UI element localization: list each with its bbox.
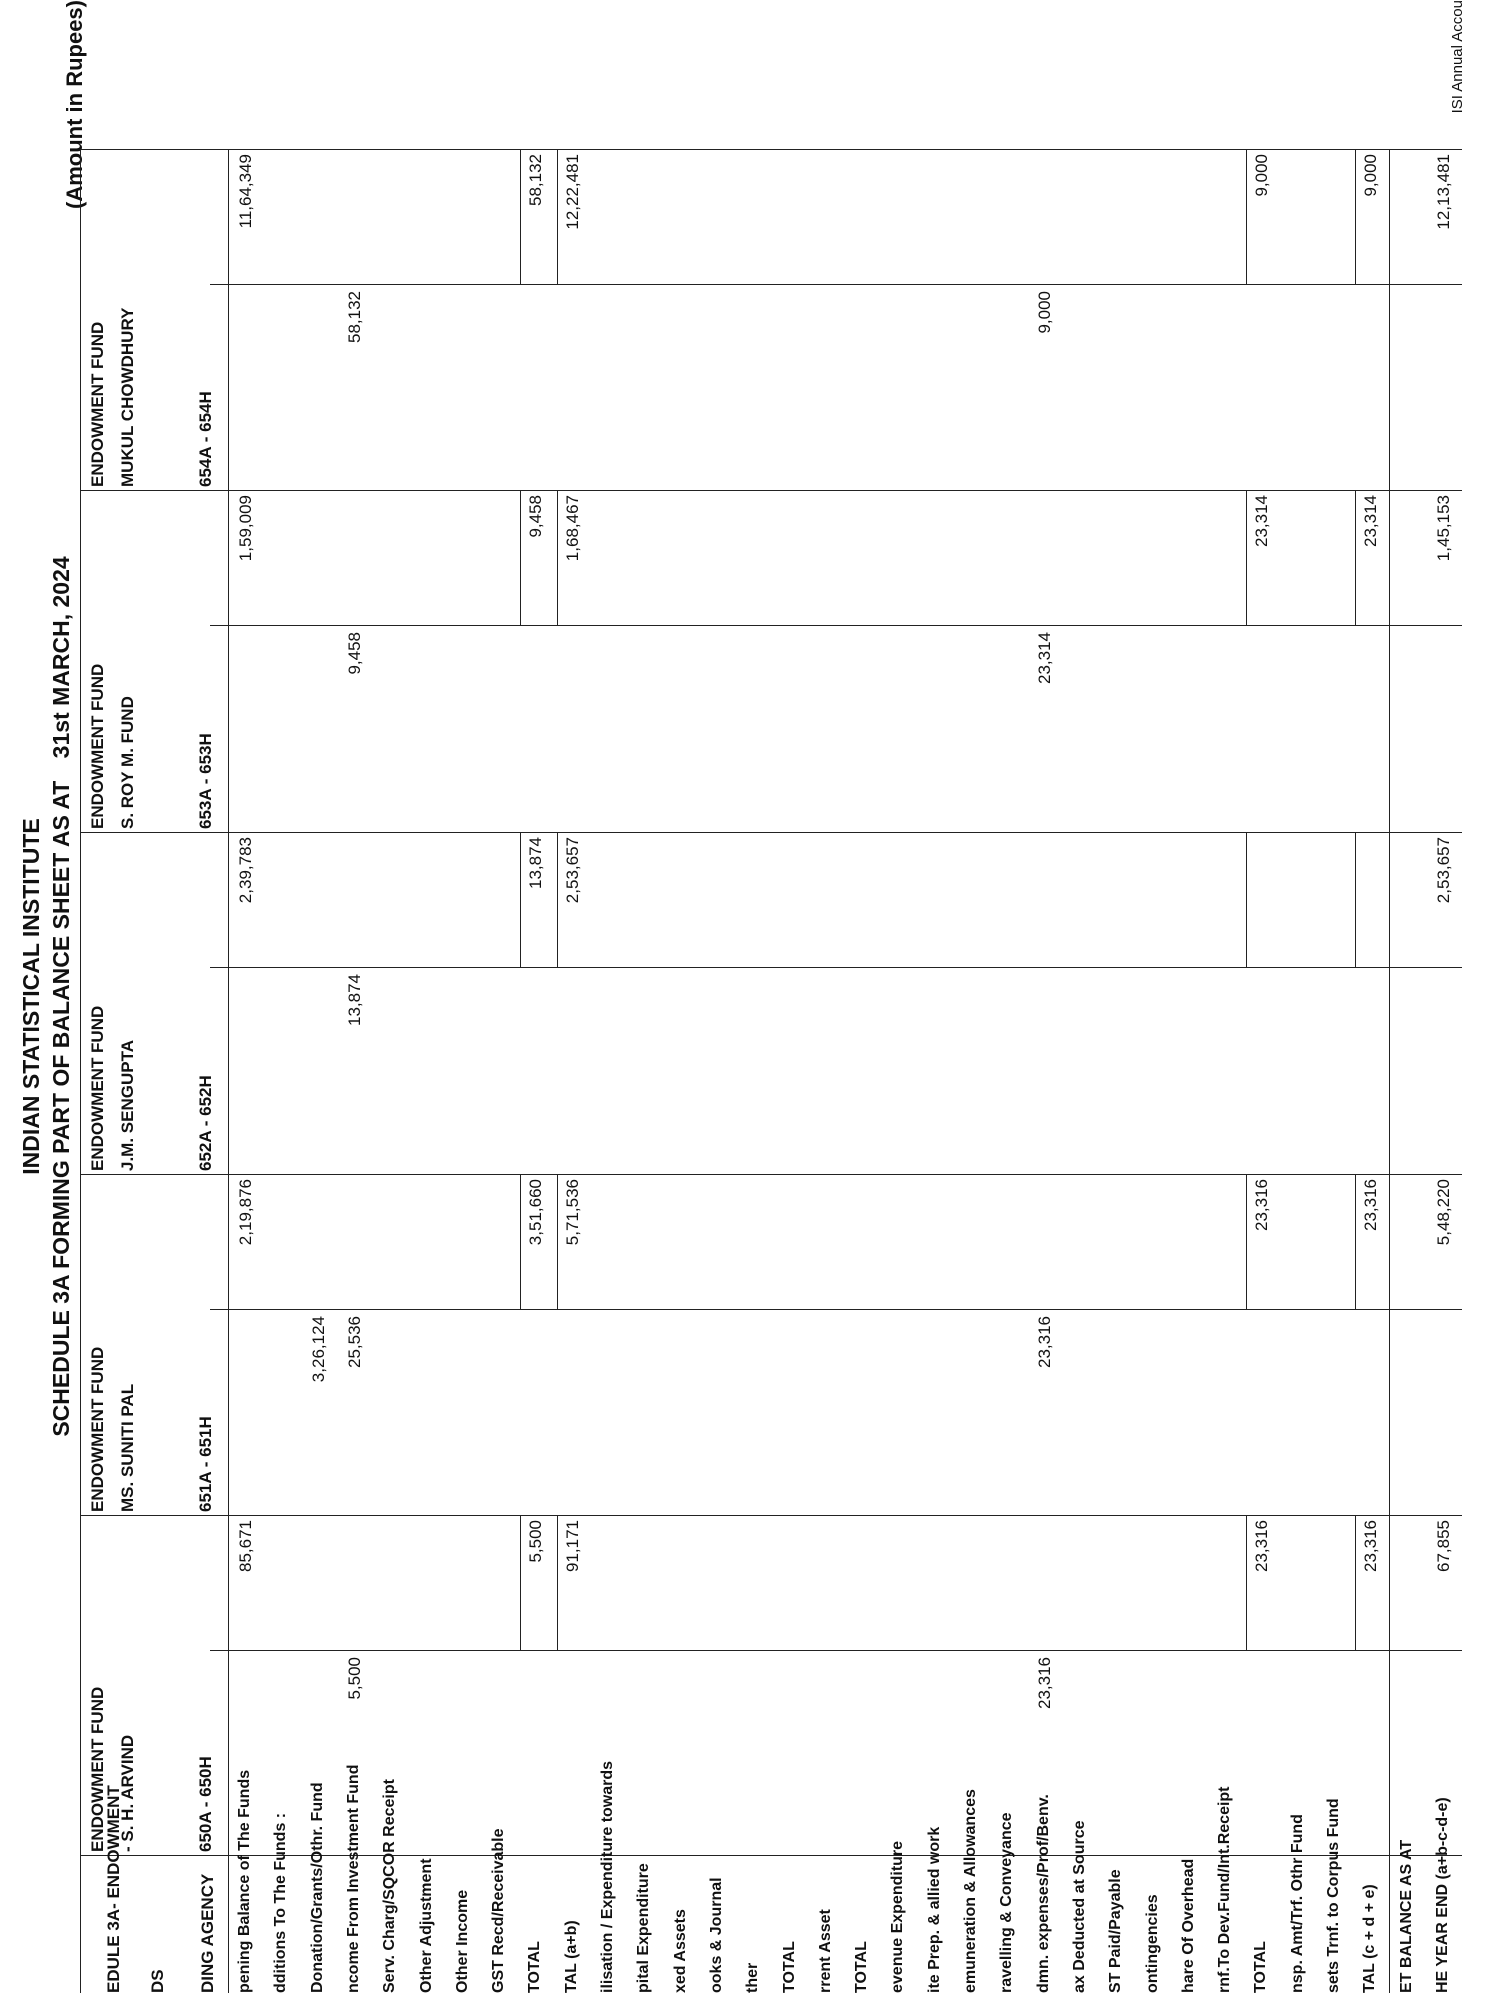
total-rule bbox=[520, 491, 521, 626]
table-row-label: xed Assets bbox=[671, 1909, 689, 1993]
table-cell-value: 25,536 bbox=[344, 1316, 364, 1368]
subcolumn-border bbox=[210, 625, 1462, 626]
subcolumn-border bbox=[210, 284, 1462, 285]
table-top-border bbox=[80, 150, 81, 1993]
fund-header-code: 652A - 652H bbox=[196, 1075, 215, 1171]
table-row-label: Donation/Grants/Othr. Fund bbox=[308, 1782, 326, 1993]
table-row-label: TOTAL bbox=[853, 1941, 871, 1993]
fund-header-code: 653A - 653H bbox=[196, 733, 215, 829]
amount-note: (Amount in Rupees) bbox=[62, 0, 87, 209]
fund-header-line1: ENDOWMENT FUND bbox=[88, 1686, 107, 1852]
fund-header-line1: ENDOWMENT FUND bbox=[88, 663, 107, 829]
table-cell-value: 1,68,467 bbox=[562, 495, 582, 562]
table-row-label: dmn. expenses/Prof/Benv. bbox=[1034, 1794, 1052, 1993]
total-rule bbox=[520, 1175, 521, 1310]
fund-header-code: 651A - 651H bbox=[196, 1416, 215, 1512]
table-row-label: rnf.To Dev.Fund/Int.Receipt bbox=[1216, 1786, 1234, 1993]
total-rule bbox=[1246, 150, 1247, 285]
table-cell-value: 23,314 bbox=[1361, 495, 1381, 547]
table-cell-value: 23,316 bbox=[1361, 1520, 1381, 1572]
table-cell-value: 23,316 bbox=[1252, 1179, 1272, 1231]
table-row-label: ontingencies bbox=[1143, 1894, 1161, 1993]
table-cell-value: 11,64,349 bbox=[236, 154, 255, 229]
table-cell-value: 9,458 bbox=[526, 495, 546, 538]
table-row-label: ther bbox=[744, 1962, 762, 1993]
column-border bbox=[80, 1174, 1462, 1175]
table-cell-value: 13,874 bbox=[344, 974, 364, 1026]
table-row-label: TOTAL bbox=[526, 1941, 544, 1993]
total-rule bbox=[1246, 1516, 1247, 1651]
schedule-title-text: SCHEDULE 3A FORMING PART OF BALANCE SHEET AS AT bbox=[48, 780, 74, 1437]
table-row-label: ooks & Journal bbox=[707, 1877, 725, 1993]
total-rule bbox=[520, 833, 521, 968]
fund-header-line1: ENDOWMENT FUND bbox=[88, 1005, 107, 1171]
table-cell-value: 67,855 bbox=[1433, 1520, 1453, 1572]
table-row-label: GST Recd/Receivable bbox=[490, 1828, 508, 1993]
total-rule bbox=[1355, 1516, 1356, 1651]
table-cell-value: 23,314 bbox=[1034, 632, 1054, 684]
fund-header-line1: ENDOWMENT FUND bbox=[88, 1346, 107, 1512]
schedule-title bbox=[48, 0, 75, 1993]
label-header-line: EDULE 3A- ENDOWMENT bbox=[104, 1785, 123, 1993]
table-cell-value: 12,13,481 bbox=[1433, 154, 1453, 230]
table-cell-value: 2,53,657 bbox=[562, 837, 582, 904]
table-row-label: evenue Expenditure bbox=[889, 1840, 907, 1993]
table-row-label: TOTAL bbox=[780, 1941, 798, 1993]
subcolumn-border bbox=[210, 967, 1462, 968]
table-cell-value: 23,316 bbox=[1034, 1657, 1054, 1709]
fund-header-code: 654A - 654H bbox=[196, 391, 215, 487]
table-cell-value: 13,874 bbox=[526, 837, 546, 889]
table-row-label: sets Trnf. to Corpus Fund bbox=[1325, 1798, 1342, 1993]
table-row-label: pening Balance of The Funds bbox=[236, 1769, 253, 1993]
table-row-label: ax Deducted at Source bbox=[1070, 1820, 1088, 1993]
table-cell-value: 12,22,481 bbox=[562, 154, 582, 230]
fund-header-line2: MS. SUNITI PAL bbox=[118, 1383, 137, 1512]
total-rule bbox=[557, 1175, 558, 1310]
table-cell-value: 3,26,124 bbox=[308, 1316, 328, 1383]
fund-header-line2: MUKUL CHOWDHURY bbox=[118, 307, 137, 487]
total-rule bbox=[1355, 1175, 1356, 1310]
table-row-label: ncome From Investment Fund bbox=[344, 1764, 362, 1993]
table-row-label: TAL (c + d + e) bbox=[1361, 1884, 1379, 1993]
subcolumn-border bbox=[210, 1650, 1462, 1651]
table-cell-value: 5,48,220 bbox=[1433, 1179, 1453, 1246]
total-rule bbox=[557, 1516, 558, 1651]
fund-header-line1: ENDOWMENT FUND bbox=[88, 321, 107, 487]
footer-text: ISI Annual Accou bbox=[1449, 0, 1466, 114]
table-row-label: rrent Asset bbox=[816, 1909, 834, 1993]
total-rule bbox=[1246, 1175, 1247, 1310]
label-header-line: DING AGENCY bbox=[198, 1873, 217, 1993]
table-row-label: Other Adjustment bbox=[417, 1858, 435, 1993]
table-row-label: ravelling & Conveyance bbox=[998, 1812, 1016, 1993]
total-rule bbox=[1246, 491, 1247, 626]
table-cell-value: 1,45,153 bbox=[1433, 495, 1453, 562]
table-cell-value: 9,000 bbox=[1034, 291, 1054, 334]
column-border bbox=[80, 149, 1462, 150]
fund-header-line2: - S. H. ARVIND bbox=[118, 1734, 137, 1852]
subcolumn-border bbox=[210, 1309, 1462, 1310]
fund-header-code: 650A - 650H bbox=[196, 1756, 215, 1852]
table-cell-value: 9,458 bbox=[344, 632, 364, 675]
table-row-label: ite Prep. & allied work bbox=[925, 1826, 943, 1993]
table-row-label: nsp. Amt/Trf. Othr Fund bbox=[1288, 1814, 1306, 1993]
table-row-label: Serv. Charg/SQCOR Receipt bbox=[381, 1779, 399, 1993]
column-border bbox=[80, 1515, 1462, 1516]
total-rule bbox=[1355, 491, 1356, 626]
total-rule bbox=[1355, 150, 1356, 285]
table-cell-value: 1,59,009 bbox=[236, 495, 255, 562]
total-rule bbox=[557, 491, 558, 626]
net-balance-rule bbox=[1389, 150, 1390, 1993]
table-cell-value: 2,39,783 bbox=[236, 837, 255, 904]
table-cell-value: 23,316 bbox=[1252, 1520, 1272, 1572]
header-bottom-border bbox=[228, 150, 229, 1993]
total-rule bbox=[557, 833, 558, 968]
table-row-label: Other Income bbox=[453, 1889, 471, 1993]
table-cell-value: 23,316 bbox=[1034, 1316, 1054, 1368]
org-title: INDIAN STATISTICAL INSTITUTE bbox=[18, 818, 44, 1175]
total-rule bbox=[1355, 833, 1356, 968]
table-row-label: HE YEAR END (a+b-c-d-e) bbox=[1433, 1797, 1451, 1993]
fund-header-line2: S. ROY M. FUND bbox=[118, 696, 137, 829]
table-cell-value: 23,314 bbox=[1252, 495, 1272, 547]
table-row-label: TOTAL bbox=[1252, 1941, 1270, 1993]
total-rule bbox=[520, 1516, 521, 1651]
table-row-label: dditions To The Funds : bbox=[272, 1812, 290, 1993]
table-row-label: hare Of Overhead bbox=[1179, 1858, 1197, 1993]
table-cell-value: 5,71,536 bbox=[562, 1179, 582, 1246]
total-rule bbox=[557, 150, 558, 285]
total-rule bbox=[1246, 833, 1247, 968]
column-border bbox=[80, 832, 1462, 833]
table-cell-value: 5,500 bbox=[344, 1657, 364, 1700]
table-cell-value: 58,132 bbox=[526, 154, 546, 206]
table-cell-value: 9,000 bbox=[1361, 154, 1381, 197]
table-cell-value: 23,316 bbox=[1361, 1179, 1381, 1231]
label-header-line: DS bbox=[148, 1969, 167, 1993]
table-cell-value: 9,000 bbox=[1252, 154, 1272, 197]
table-cell-value: 5,500 bbox=[526, 1520, 546, 1563]
schedule-date: 31st MARCH, 2024 bbox=[48, 556, 74, 759]
total-rule bbox=[520, 150, 521, 285]
table-cell-value: 2,19,876 bbox=[236, 1179, 255, 1246]
table-row-label: ST Paid/Payable bbox=[1107, 1869, 1125, 1993]
table-row-label: pital Expenditure bbox=[635, 1863, 653, 1993]
fund-header-line2: J.M. SENGUPTA bbox=[118, 1040, 137, 1171]
table-row-label: ET BALANCE AS AT bbox=[1397, 1839, 1415, 1993]
table-cell-value: 2,53,657 bbox=[1433, 837, 1453, 904]
table-cell-value: 91,171 bbox=[562, 1520, 582, 1572]
table-row-label: emuneration & Allowances bbox=[962, 1789, 979, 1993]
table-cell-value: 85,671 bbox=[236, 1520, 255, 1572]
table-cell-value: 3,51,660 bbox=[526, 1179, 546, 1246]
column-border bbox=[80, 490, 1462, 491]
table-cell-value: 58,132 bbox=[344, 291, 364, 343]
table-row-label: TAL (a+b) bbox=[562, 1920, 580, 1993]
table-row-label: ilisation / Expenditure towards bbox=[599, 1760, 616, 1993]
